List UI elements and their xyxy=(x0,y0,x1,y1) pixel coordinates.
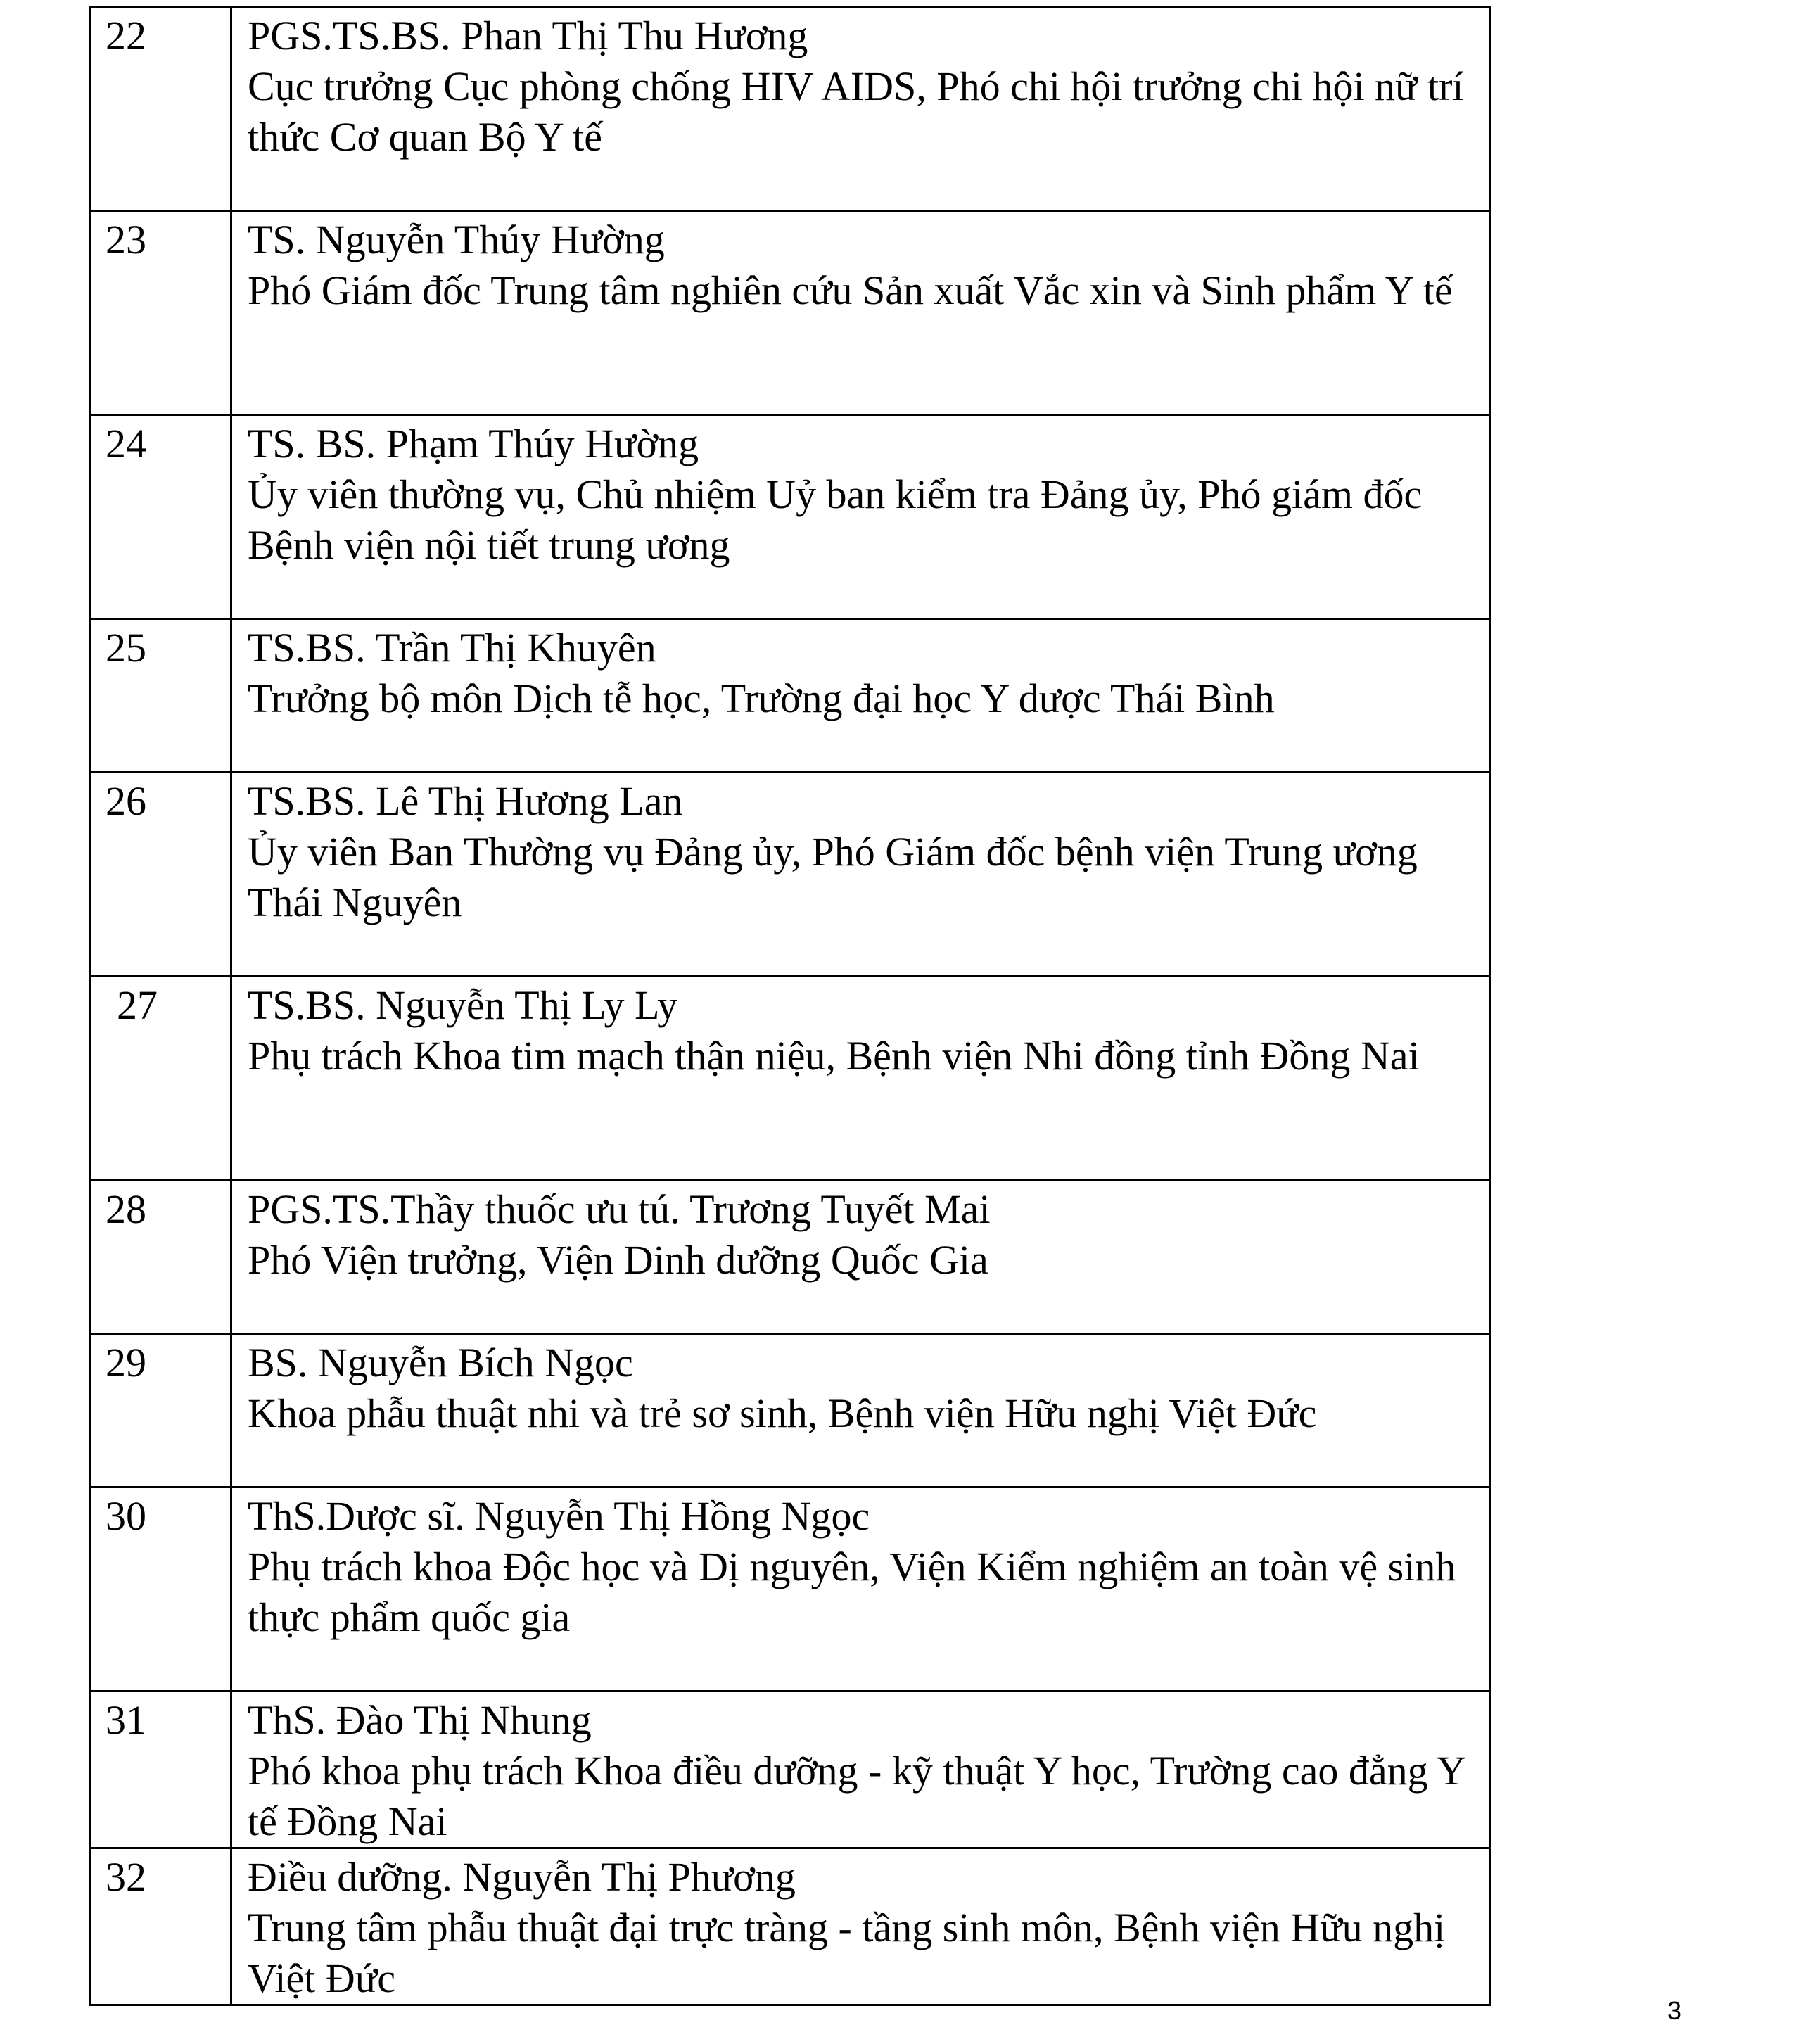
person-name: TS.BS. Nguyễn Thị Ly Ly xyxy=(248,982,678,1028)
row-info xyxy=(231,415,1491,619)
person-name: TS. Nguyễn Thúy Hường xyxy=(248,217,665,262)
row-info xyxy=(231,1487,1491,1691)
person-position: Trưởng bộ môn Dịch tễ học, Trường đại học Y dược Thái Bình xyxy=(248,675,1275,721)
row-info xyxy=(231,1848,1491,2005)
table-row xyxy=(91,977,1491,1181)
person-name: PGS.TS.Thầy thuốc ưu tú. Trương Tuyết Mai xyxy=(248,1186,991,1232)
row-info xyxy=(231,619,1491,773)
table-row xyxy=(91,773,1491,977)
table-row xyxy=(91,1334,1491,1487)
person-position: Phó khoa phụ trách Khoa điều dưỡng - kỹ thuật Y học, Trường cao đẳng Y tế Đồng Nai xyxy=(248,1748,1465,1844)
table-row xyxy=(91,1848,1491,2005)
person-name: TS.BS. Trần Thị Khuyên xyxy=(248,625,656,671)
table-row xyxy=(91,619,1491,773)
table-row xyxy=(91,1487,1491,1691)
table-row xyxy=(91,1691,1491,1848)
row-info xyxy=(231,1181,1491,1334)
row-number: 22 xyxy=(91,7,231,211)
person-name: TS.BS. Lê Thị Hương Lan xyxy=(248,778,683,824)
row-number: 29 xyxy=(91,1334,231,1487)
row-info xyxy=(231,7,1491,211)
person-name: BS. Nguyễn Bích Ngọc xyxy=(248,1340,633,1385)
row-number: 30 xyxy=(91,1487,231,1691)
row-number: 31 xyxy=(91,1691,231,1848)
person-position: Cục trưởng Cục phòng chống HIV AIDS, Phó chi hội trưởng chi hội nữ trí thức Cơ quan Bộ Y tế xyxy=(248,63,1464,160)
person-position: Phó Giám đốc Trung tâm nghiên cứu Sản xuất Vắc xin và Sinh phẩm Y tế xyxy=(248,267,1453,313)
row-info xyxy=(231,211,1491,415)
person-name: Điều dưỡng. Nguyễn Thị Phương xyxy=(248,1854,796,1900)
person-position: Trung tâm phẫu thuật đại trực tràng - tầng sinh môn, Bệnh viện Hữu nghị Việt Đức xyxy=(248,1905,1446,2001)
person-position: Khoa phẫu thuật nhi và trẻ sơ sinh, Bệnh viện Hữu nghị Việt Đức xyxy=(248,1390,1317,1436)
row-number: 28 xyxy=(91,1181,231,1334)
person-name: ThS.Dược sĩ. Nguyễn Thị Hồng Ngọc xyxy=(248,1493,870,1539)
row-info xyxy=(231,773,1491,977)
row-info xyxy=(231,977,1491,1181)
row-number: 23 xyxy=(91,211,231,415)
person-position: Phó Viện trưởng, Viện Dinh dưỡng Quốc Gia xyxy=(248,1237,988,1283)
table-row xyxy=(91,1181,1491,1334)
person-position: Ủy viên Ban Thường vụ Đảng ủy, Phó Giám đốc bệnh viện Trung ương Thái Nguyên xyxy=(248,829,1418,925)
row-number: 27 xyxy=(91,977,231,1181)
table-row xyxy=(91,415,1491,619)
person-position: Phụ trách khoa Độc học và Dị nguyên, Viện Kiểm nghiệm an toàn vệ sinh thực phẩm quốc gia xyxy=(248,1544,1456,1640)
person-name: TS. BS. Phạm Thúy Hường xyxy=(248,421,699,466)
personnel-table xyxy=(89,6,1491,2006)
table-row xyxy=(91,211,1491,415)
row-info xyxy=(231,1334,1491,1487)
person-name: ThS. Đào Thị Nhung xyxy=(248,1697,592,1743)
table-row xyxy=(91,7,1491,211)
person-position: Phụ trách Khoa tim mạch thận niệu, Bệnh viện Nhi đồng tỉnh Đồng Nai xyxy=(248,1033,1420,1079)
row-info xyxy=(231,1691,1491,1848)
person-name: PGS.TS.BS. Phan Thị Thu Hương xyxy=(248,13,808,58)
row-number: 25 xyxy=(91,619,231,773)
row-number: 24 xyxy=(91,415,231,619)
person-position: Ủy viên thường vụ, Chủ nhiệm Uỷ ban kiểm tra Đảng ủy, Phó giám đốc Bệnh viện nội tiết trung ương xyxy=(248,471,1423,568)
row-number: 26 xyxy=(91,773,231,977)
row-number: 32 xyxy=(91,1848,231,2005)
page-number: 3 xyxy=(1667,1996,1682,2025)
